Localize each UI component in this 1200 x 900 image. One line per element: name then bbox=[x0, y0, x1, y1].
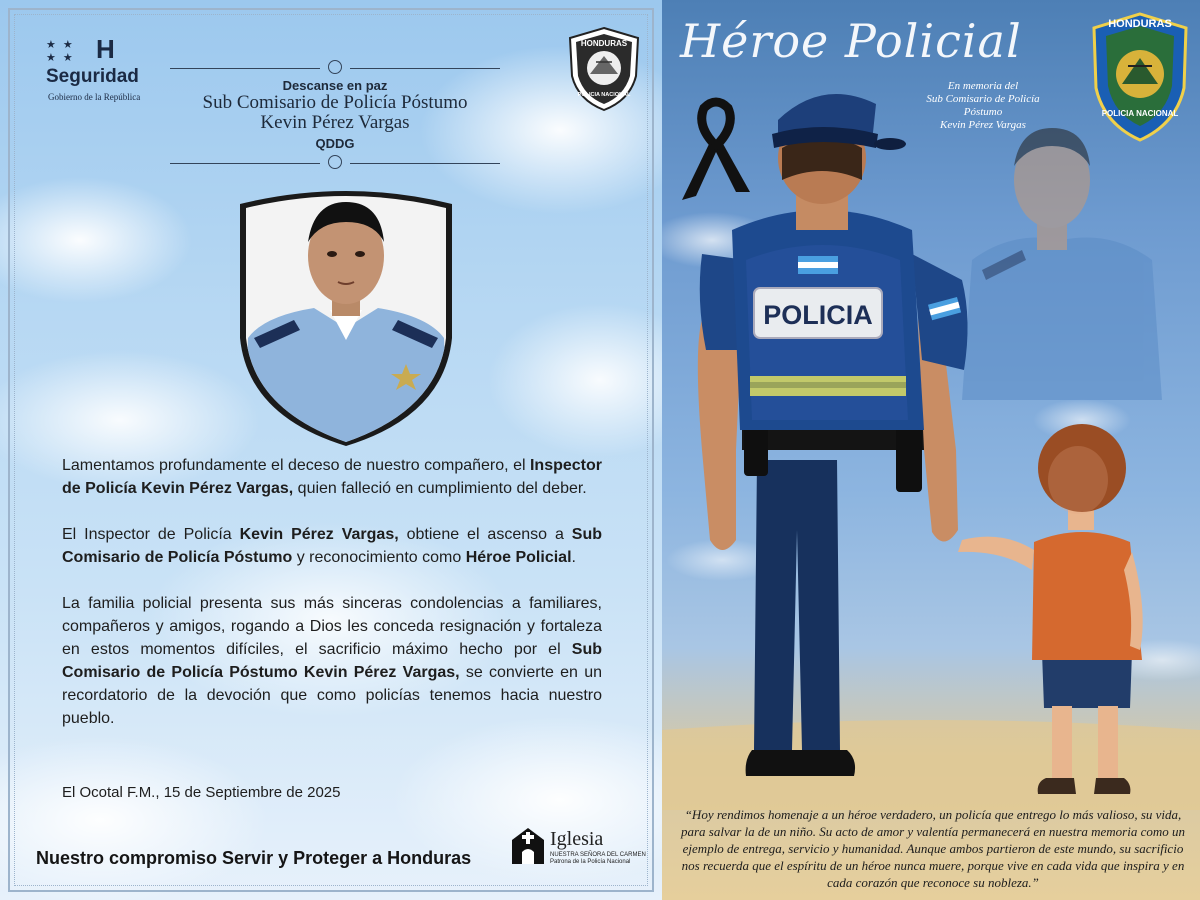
bold-text: Héroe Policial bbox=[465, 549, 572, 566]
badge-bottom-text: POLICIA NACIONAL bbox=[1101, 109, 1179, 118]
policia-nacional-badge-icon bbox=[566, 26, 642, 112]
rank-title: Sub Comisario de Policía Póstumo bbox=[202, 92, 468, 113]
tribute-quote: “Hoy rendimos homenaje a un héroe verdadero, un policía que entrego lo más valioso, su vida, para salvar la de un niño. Su acto de amor y valentía permanecerá en nuestra memoria como un ejemplo de entrega, servicio y humanidad. Aunque ambos partieron de este mundo, su sacrificio nos recuerda que el espíritu de un héroe nunca muere, porque vive en cada vida que inspira y en cada corazón que reconoce su nobleza.” bbox=[680, 807, 1186, 890]
badge-bottom-text: POLICIA NACIONAL bbox=[577, 92, 631, 98]
church-name: Iglesia bbox=[550, 828, 604, 850]
bold-text: Sub Comisario de Policía Póstumo bbox=[62, 526, 603, 566]
text: La familia policial presenta sus más sinceras condolencias a familiares, compañeros y amigos, rogando a Dios les conceda resignación y fortaleza en estos momentos difíciles, el sacrificio máximo hecho por el bbox=[62, 595, 602, 658]
date-line: El Ocotal F.M., 15 de Septiembre de 2025 bbox=[62, 784, 341, 801]
church-subtitle: NUESTRA SEÑORA DEL CARMEN Patrona de la Policía Nacional bbox=[550, 852, 646, 865]
ornament-divider bbox=[180, 155, 490, 171]
text: El Inspector de Policía bbox=[62, 526, 240, 543]
memorial-line: En memoria del bbox=[947, 80, 1019, 92]
memorial-heading bbox=[180, 60, 490, 171]
h-mark-icon: H bbox=[96, 34, 115, 64]
badge-top-text: HONDURAS bbox=[580, 39, 628, 48]
officer-portrait bbox=[234, 188, 458, 446]
honduras-flag-patch bbox=[798, 256, 838, 274]
text: se convierte en un recordatorio de la devoción que como policías tenemos hacia nuestro pueblo. bbox=[62, 664, 602, 727]
footer-slogan: Nuestro compromiso Servir y Proteger a Honduras bbox=[36, 848, 472, 868]
bold-text: Sub Comisario de Policía Póstumo Kevin Pérez Vargas, bbox=[62, 641, 602, 681]
policia-nacional-badge-icon bbox=[1090, 12, 1190, 142]
text: y reconocimiento como bbox=[292, 549, 466, 566]
officer-name: Kevin Pérez Vargas bbox=[260, 112, 410, 133]
paragraph-3 bbox=[62, 592, 602, 730]
text: Lamentamos profundamente el deceso de nuestro compañero, el bbox=[62, 457, 530, 474]
descanse-label: Descanse en paz bbox=[282, 78, 388, 93]
memorial-caption bbox=[908, 80, 1058, 132]
hero-tribute-poster bbox=[662, 0, 1200, 900]
seguridad-logo bbox=[42, 36, 172, 106]
text: quien falleció en cumplimiento del deber. bbox=[293, 480, 587, 497]
text: obtiene el ascenso a bbox=[398, 526, 572, 543]
memorial-line: Sub Comisario de Policía Póstumo bbox=[926, 93, 1040, 118]
church-icon bbox=[510, 826, 546, 866]
badge-top-text: HONDURAS bbox=[1108, 18, 1172, 30]
seguridad-label: Seguridad bbox=[46, 66, 139, 87]
bold-text: Kevin Pérez Vargas, bbox=[239, 526, 399, 543]
church-logo bbox=[510, 826, 646, 870]
stars-icon: ★ ★ ★ ★ bbox=[46, 39, 75, 64]
poster-title: Héroe Policial bbox=[680, 14, 1022, 68]
paragraph-1 bbox=[62, 454, 602, 500]
condolence-message bbox=[62, 454, 602, 753]
qddg-label: QDDG bbox=[315, 136, 355, 151]
bold-text: Inspector de Policía Kevin Pérez Vargas, bbox=[62, 457, 602, 497]
ornament-divider bbox=[180, 60, 490, 76]
gobierno-label: Gobierno de la República bbox=[48, 92, 141, 102]
paragraph-2 bbox=[62, 523, 602, 569]
mourning-ribbon-icon bbox=[676, 96, 756, 208]
text: . bbox=[571, 549, 576, 566]
memorial-portrait-ghost bbox=[962, 128, 1162, 400]
memorial-line: Kevin Pérez Vargas bbox=[940, 119, 1026, 131]
vest-police-label: POLICIA bbox=[763, 300, 873, 330]
